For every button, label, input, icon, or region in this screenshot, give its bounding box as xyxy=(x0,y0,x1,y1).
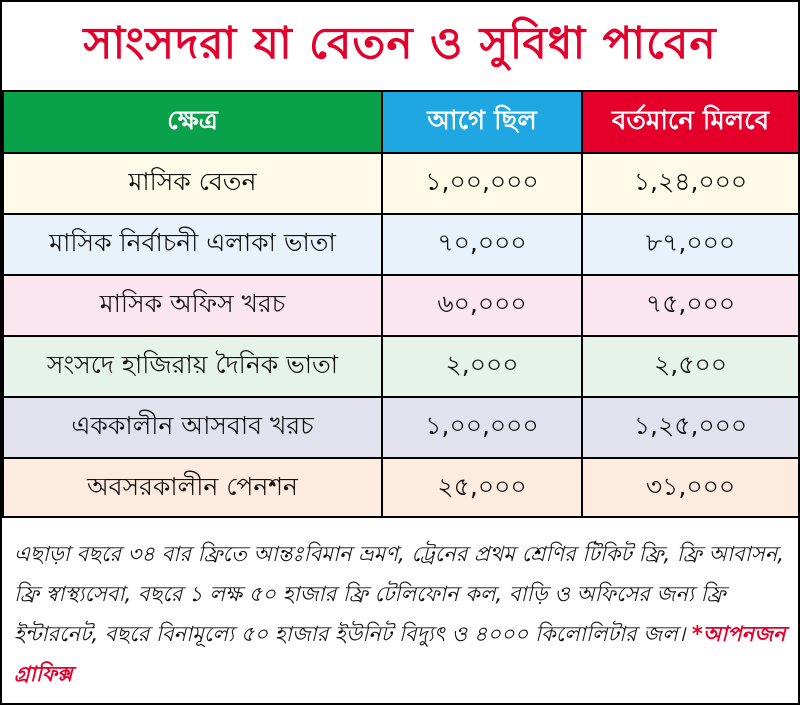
row-label: মাসিক বেতন xyxy=(3,153,382,214)
table-header-row xyxy=(3,91,799,153)
table-row xyxy=(3,397,799,458)
row-before-value: ১,০০,০০০ xyxy=(382,397,582,458)
row-label: সংসদে হাজিরায় দৈনিক ভাতা xyxy=(3,336,382,397)
row-before-value: ১,০০,০০০ xyxy=(382,153,582,214)
table-row xyxy=(3,458,799,519)
header-field: ক্ষেত্র xyxy=(3,91,382,153)
row-before-value: ২৫,০০০ xyxy=(382,458,582,519)
row-now-value: ৮৭,০০০ xyxy=(582,214,799,275)
table-row xyxy=(3,214,799,275)
credit-text: *আপনজন গ্রাফিক্স xyxy=(14,622,786,686)
page-title: সাংসদরা যা বেতন ও সুবিধা পাবেন xyxy=(83,17,717,69)
header-now: বর্তমানে মিলবে xyxy=(582,91,799,153)
row-now-value: ৩১,০০০ xyxy=(582,458,799,519)
row-label: অবসরকালীন পেনশন xyxy=(3,458,382,519)
row-before-value: ৭০,০০০ xyxy=(382,214,582,275)
row-label: মাসিক নির্বাচনী এলাকা ভাতা xyxy=(3,214,382,275)
table-row xyxy=(3,153,799,214)
table-row xyxy=(3,336,799,397)
row-label: এককালীন আসবাব খরচ xyxy=(3,397,382,458)
row-now-value: ৭৫,০০০ xyxy=(582,275,799,336)
row-now-value: ২,৫০০ xyxy=(582,336,799,397)
salary-table xyxy=(2,90,800,520)
row-now-value: ১,২৫,০০০ xyxy=(582,397,799,458)
table-row xyxy=(3,275,799,336)
row-label: মাসিক অফিস খরচ xyxy=(3,275,382,336)
note-box xyxy=(2,516,798,703)
row-now-value: ১,২৪,০০০ xyxy=(582,153,799,214)
row-before-value: ২,০০০ xyxy=(382,336,582,397)
note-text: এছাড়া বছরে ৩৪ বার ফ্রিতে আন্তঃবিমান ভ্রমণ, ট্রেনের প্রথম শ্রেণির টিকিট ফ্রি, ফ্রি আবাসন, ফ্রি স্বাস্থ্যসেবা, বছরে ১ লক্ষ ৫০ হাজার ফ্রি টেলিফোন কল, বাড়ি ও অফিসের জন্য ফ্রি ইন্টারনেট, বছরে বিনামূল্যে ৫০ হাজার ইউনিট বিদ্যুৎ ও ৪০০০ কিলোলিটার জল। xyxy=(14,542,784,646)
row-before-value: ৬০,০০০ xyxy=(382,275,582,336)
header-before: আগে ছিল xyxy=(382,91,582,153)
